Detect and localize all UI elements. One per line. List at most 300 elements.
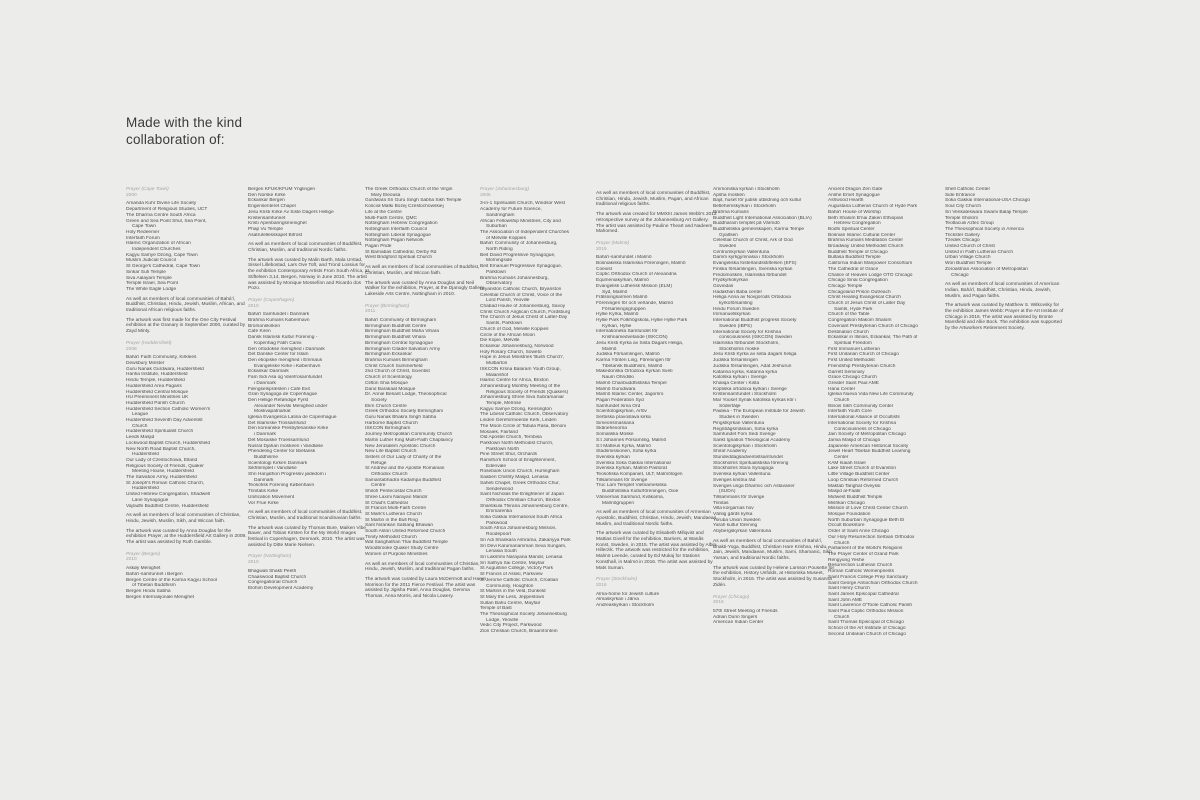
organization-name: School of the Art Institute of Chicago xyxy=(828,626,906,632)
organization-name: Academy for Future Science, xyxy=(480,207,542,213)
organization-name: Buddhist Light International Association (BLIA) xyxy=(713,215,812,221)
organization-name: Urban Village Church xyxy=(945,255,991,261)
organization-continuation: Buddhisme xyxy=(254,454,278,460)
organization-name: Birmingham Eckankar xyxy=(365,352,412,358)
organization-name: Eckankar Johannesburg, Norwood xyxy=(480,343,554,349)
organization-name: Church of Scientology xyxy=(365,375,412,381)
organization-name: Siva Aalayam Temple xyxy=(126,275,172,281)
organization-name: Ammoniska kyrkan i Stockholm xyxy=(713,187,780,192)
organization-name: Vajradhi Buddhist Centre, Huddersfield xyxy=(126,503,209,509)
organization-name: St Chad's Cathedral xyxy=(365,500,408,506)
organization-name: ISKCON Krsna Balaram Youth Group, xyxy=(480,366,561,372)
organization-name: Saint Nicholas the Enlightener of Japan xyxy=(480,492,564,498)
organization-name: First Immanuel Lutheran xyxy=(828,346,880,352)
section-note: The artwork was curated by Anna Douglas for the exhibition Prayer, at the Huddersfield Art Gallery in 2008. The artist was assisted by Ruth Gamble. xyxy=(126,528,247,546)
organization-continuation: Studies in Sweden xyxy=(719,415,759,421)
organization-name: Fængselspræsten i Café Exit xyxy=(248,386,310,392)
organization-name: Unification Movement xyxy=(248,494,295,500)
organization-continuation: Meeting House, Huddersfield xyxy=(132,469,194,475)
organization-name: The Dharma Centre South Africa xyxy=(126,212,196,218)
organization-name: Sveriges unga Dharmic och Astavaner xyxy=(713,483,795,489)
organization-name: Den koreanske Presbyterianske Kirke xyxy=(248,426,329,432)
organization-name: Congregation Makom Shalom xyxy=(828,318,892,324)
organization-continuation: Chicago xyxy=(951,272,969,278)
organization-name: Old Apostel Church, Tembisa xyxy=(480,435,542,441)
organization-name: Pine Street Shul, Orchards xyxy=(480,452,538,458)
organization-continuation: Church xyxy=(132,423,148,429)
organization-name: Birmingham Central Synagogue xyxy=(365,340,433,346)
organization-name: Christ Church Anglican Church, Fordsburg xyxy=(480,309,571,315)
organization-name: Destination Church xyxy=(828,329,869,335)
organization-name: Soka Gakkai International-USA Chicago xyxy=(945,198,1031,204)
organization-name: S:t Matteus Kyrka, Malmö xyxy=(596,443,651,449)
organization-name: Adrian Dunn Singers xyxy=(713,614,758,620)
organization-name: Linden Gereformeerde Kerk, Linden xyxy=(480,418,557,424)
credits-column-8 xyxy=(945,187,1067,334)
section-title: Prayer (Malmö) xyxy=(596,240,630,246)
organization-name: Multi-Faith Centre, QMC xyxy=(365,215,417,221)
section-note: The artwork was curated by Thomas Bure, Maiken Vibe Bauer, and Tobias Kirsten for the My World Images festival in Copenhagen, Denmark, 2010. The artist was assisted by Ditte Marie Nielsen. xyxy=(248,525,366,548)
section-note: As well as members of local communities of American Indian, Bahá'í, Buddhist, Christian, Hindu, Jewish, Muslim, and Pagan faiths. xyxy=(945,282,1060,299)
organization-name: Stockholms Stora Synagoga xyxy=(713,466,774,472)
organization-name: Bosnian Islamic Cultural Center xyxy=(828,232,896,238)
organization-name: Johannesburg Shree Siva Subramaniar xyxy=(480,395,564,401)
organization-name: Immanuelskyrkan xyxy=(713,312,751,318)
organization-name: Apsha moskén xyxy=(713,192,745,198)
organization-name: Holy Rosary Church, Soweto xyxy=(480,349,542,355)
section-note: The artwork was curated by Malin Barth, Mala Urstad, Sissel Lillebostad, Lars Ove Toft, and Trond Lossius for the exhibition Contemporary Artists From South Africa, at Stiftelsen 3,14, Bergen, Norway in June 2010. The artist was assisted by Monique Mossefinn and Ricardo dos Pozo. xyxy=(248,257,369,292)
organization-continuation: Temple, Melrose xyxy=(486,401,522,407)
organization-name: Guru Nanak Gurdwara, Huddersfield xyxy=(126,366,204,372)
organization-continuation: Emmarentia xyxy=(486,509,512,515)
organization-name: Hope in Jesus Ministries 'Bush Church', xyxy=(480,355,565,361)
organization-name: Nottingham Liberal Synagogue xyxy=(365,232,431,238)
organization-name: Fam Sidi Asa og Varefrosamfundet xyxy=(248,375,323,381)
organization-name: Garrett Seminary xyxy=(828,369,865,375)
organization-name: St Mark's Lutheran Church xyxy=(365,511,422,517)
organization-name: Islamiska förbundet Stockholm, xyxy=(713,340,780,346)
organization-name: Trickster Gallery xyxy=(945,232,980,238)
organization-name: Sri Sathya Sai Centre, Mayfair xyxy=(480,560,545,566)
organization-continuation: Kopenhag Fatih Camii xyxy=(254,340,302,346)
organization-name: Elohim Development Academy xyxy=(248,586,314,591)
organization-name: Church of God, Melville Koppies xyxy=(480,326,549,332)
credits-column-7 xyxy=(828,187,950,638)
organization-name: Brorsonskirken xyxy=(248,323,280,329)
section-note: The artwork was curated by Elisabeth Millqvist and Mattias Givell for the exhibition, Barriers, at Wanås Konst, Sweden, in 2015. The artist was assisted by Albin Hillerzik. The artwork was restricted for the exhibition, Malmö Leende, curated by Ed Mukaj for Stations Konsthall, in Malmö in 2016. The artist was assisted by Mats Suman. xyxy=(596,531,717,571)
organization-name: Judiska församlingen xyxy=(713,358,759,364)
organization-name: Svenska Kyrkan, Malmö Pastorat xyxy=(596,466,667,472)
organization-name: Amanda Kuhr Divine Life Society xyxy=(126,201,197,207)
organization-name: Hyllie Kyrka, Malmö xyxy=(596,312,639,318)
organization-name: Lockwood Baptist Church, Huddersfield xyxy=(126,440,210,446)
organization-name: Brahma Kumaris Meditation Center xyxy=(828,238,903,244)
organization-name: Birmingham Buddhist Maha Vihara xyxy=(365,329,440,335)
organization-name: Sinkar Sufi Temple xyxy=(126,269,166,275)
organization-name: Bhagwati Shakti Peeth xyxy=(248,568,297,574)
organization-name: Department of Religious Studies, UCT xyxy=(126,207,208,213)
organization-name: Brahma Kumaris København xyxy=(248,318,310,324)
organization-name: Huddersfield Seventh Day Adventist xyxy=(126,418,203,424)
organization-continuation: Lenasia South xyxy=(486,549,517,555)
organization-name: Den ortodokse menighed i Danmark xyxy=(248,346,325,352)
section-year: 2011 xyxy=(365,309,376,315)
organization-name: Scientologikyrkan i Stockholm xyxy=(713,443,777,449)
organization-name: St Francis Multi-Faith Centre xyxy=(365,506,427,512)
organization-name: The Association of Independent Churches xyxy=(480,229,570,235)
organization-name: The Liberal Catholic Church, Observatory xyxy=(480,412,569,418)
organization-continuation: Sandringham xyxy=(486,212,515,218)
organization-continuation: i Danmark xyxy=(254,380,276,386)
organization-name: Clifton Shia Mosque xyxy=(365,380,408,386)
organization-name: American Indian Center xyxy=(713,620,764,626)
organization-continuation: Buddhistiska Kulturföreningen, Öxie xyxy=(602,489,679,495)
section-title: Prayer (Copenhagen) xyxy=(248,297,295,303)
organization-name: Sri Devi Karumariamman Seva Sungam, xyxy=(480,543,567,549)
organization-name: Shell Catholic Center xyxy=(945,187,991,192)
organization-name: Guru Nanak Bhakra Singh Sabha xyxy=(365,415,437,421)
organization-name: Stadsmissionen, Sofia kyrka xyxy=(596,449,657,455)
organization-name: Mission of Love Christ Center Church xyxy=(828,506,908,512)
organization-name: Shri Hanjathon Progressiv jødedom i xyxy=(248,472,327,478)
organization-name: Midwest Buddhist Temple xyxy=(828,494,883,500)
organization-name: Eckankar in Illinois, Eckankar, The Path of xyxy=(828,335,918,341)
organization-name: Koscioł Matki Bozej Czestochowskiej xyxy=(365,204,444,210)
organization-name: St Joseph's Roman Catholic Church, xyxy=(126,480,205,486)
organization-name: Jesu Kristi Kirke Av Siste Dagers Hellige xyxy=(248,209,334,215)
organization-continuation: Malmögruppen xyxy=(602,500,634,506)
organization-name: Paideia - The European Institute for Jewish xyxy=(713,409,805,415)
section-note: The artwork was curated by Anna Douglas and Neil Walker for the exhibition, Prayer, at the Djanogly Gallery, Lakeside Arts Centre, Nottingham in 2010. xyxy=(365,280,485,297)
organization-name: New Jerusalem Apostolic Church xyxy=(365,443,436,449)
organization-name: Journey Metropolitan Community Church xyxy=(365,432,453,438)
section-note: The artwork was curated by Matthew S. Witkovsky for the exhibition James Webb: Prayer at the Art Institute of Chicago in 2016. The artist was assisted by Bronte Mansfield and Allie Bock. The exhibition was supported by the Artworkers Retirement Society. xyxy=(945,303,1064,332)
organization-continuation: Centre xyxy=(371,483,386,489)
organization-name: United in Faith Lutheran Church xyxy=(945,249,1013,255)
section-note: As well as members of local communities of Buddhist, Christian, Muslim, and traditional Scandinavian faiths. xyxy=(248,510,363,521)
organization-name: African Fellowship Ministries, City and xyxy=(480,218,561,224)
organization-name: Coexist xyxy=(596,266,612,272)
organization-name: Mishkan Chicago xyxy=(828,500,865,506)
organization-name: Trinitatis Kirke xyxy=(248,489,279,495)
organization-name: St Augustine College, Victory Park xyxy=(480,566,553,572)
organization-name: Scientologikyrkan, Arlöv xyxy=(596,409,647,415)
organization-name: Shiloh Pentecostal Church xyxy=(365,489,422,495)
organization-name: Bahá'í Community of Johannesburg, xyxy=(480,241,558,247)
organization-name: Women of Purpose Ministries xyxy=(365,551,428,557)
organization-name: Hyllie Park Folkhögskola, Hyllie Hyllie Park xyxy=(596,318,688,324)
organization-name: Villa korgarnas hov xyxy=(713,506,754,512)
organization-name: St Martin in the Bull Ring xyxy=(365,517,418,523)
organization-name: Huddersfield Area Pagans xyxy=(126,383,182,389)
organization-continuation: consciousness (ISKCON) Sweden xyxy=(719,335,793,341)
organization-name: The White Eagle Lodge xyxy=(126,286,177,292)
organization-name: Bosniakiska Islamiska Föreningen, Malmö xyxy=(596,261,686,267)
organization-name: Huddersfield Parish Church xyxy=(126,400,185,406)
organization-continuation: Mary Eleousa xyxy=(371,192,401,198)
organization-name: Chicago Sinai Congregation xyxy=(828,278,888,284)
organization-name: Kristensamfundet i Stockholm xyxy=(713,392,777,398)
organization-name: Rengyung Yeshe xyxy=(828,557,865,563)
section-title: Prayer (Huddersfield) xyxy=(126,340,172,346)
organization-name: Phendeling Center for tibetansk xyxy=(248,449,316,455)
organization-name: St Francis of Assisi, Parkview xyxy=(480,572,543,578)
organization-name: HU Preeminent Ministries UK xyxy=(126,395,189,401)
organization-name: Katolska kyrkan i Sverige xyxy=(713,375,767,381)
organization-name: Nusrat Djahan moskeen i Vandløse xyxy=(248,443,324,449)
organization-name: Somaliska Moske xyxy=(596,432,634,438)
organization-name: 57th Street Meeting of Friends xyxy=(713,608,778,614)
organization-name: Die Kopie, Melville xyxy=(480,338,520,344)
organization-continuation: Malmö xyxy=(602,346,617,352)
organization-name: Loop Christian Reformed Church xyxy=(828,477,899,483)
credits-column-1 xyxy=(126,187,248,600)
organization-name: Bahá'í House of Worship xyxy=(828,209,881,215)
organization-continuation: Morningside xyxy=(486,258,513,264)
organization-name: Shiraf Academy xyxy=(713,449,747,455)
organization-name: North Suburban Synagogue Beth El xyxy=(828,517,905,523)
section-title: Prayer (Stockholm) xyxy=(596,577,638,583)
section-year: 2010 xyxy=(248,303,259,309)
organization-name: United Hebrew Congregation, Shadwell xyxy=(126,492,210,498)
section-note: As well as members of local communities of Bahá'í, Buddhist, Christian, Hindu, Jewish, Muslim, African, and traditional African religious faiths. xyxy=(126,296,245,314)
organization-name: Svenska kyrkan Vallentuna xyxy=(713,472,771,478)
organization-name: 2nd Church of Christ, Scientist xyxy=(365,369,430,375)
organization-name: Tillsammans för Sverige xyxy=(596,477,648,483)
organization-name: Fredomoskén, Islamiska förbundet xyxy=(713,272,787,278)
organization-name: Pagan Federation Syd xyxy=(596,397,644,403)
organization-name: Det Danske Center for Islam xyxy=(248,352,309,358)
organization-name: Order of Saint Anne Chicago xyxy=(828,529,890,535)
organization-name: Soul City Church xyxy=(945,204,981,210)
organization-name: Roman Catholic Womenpriests xyxy=(828,569,895,575)
organization-name: Samfundet Isma Ord xyxy=(596,403,641,409)
organization-name: Pagan Pride xyxy=(365,244,392,250)
organization-name: Mosque Foundation xyxy=(828,512,871,518)
organization-name: Grace Chicago Church xyxy=(828,375,877,381)
organization-name: Café Kiren xyxy=(248,329,271,335)
organization-name: The Salvation Army, Huddersfield xyxy=(126,475,197,481)
organization-name: Circle of the African Moon xyxy=(480,332,535,338)
organization-name: Greek Orthodox Society Birmingham xyxy=(365,409,444,415)
organization-name: Bryanston Catholic Church, Bryanston xyxy=(480,286,562,292)
organization-continuation: Södertälje xyxy=(719,403,741,409)
organization-name: Karma Yönten Ling, Föreningen för xyxy=(596,357,671,363)
section-note: As well as members of local communities of Buddhist, Christian, Muslim, and Wiccan faith. xyxy=(365,265,480,276)
organization-name: The Moon Circle of Tabula Rasa, Benoni xyxy=(480,423,567,429)
organization-name: Church of the Table xyxy=(828,312,870,318)
organization-name: Saint George Antiochian Orthodox Church xyxy=(828,580,918,586)
organization-name: Brahma Kumaris Johannesburg, xyxy=(480,275,549,281)
organization-name: Interfaith Forum xyxy=(126,235,160,241)
organization-name: Gran Synagoga de Copenhague xyxy=(248,392,318,398)
organization-name: Tillsammans för Sverige xyxy=(713,494,765,500)
organization-name: Parktown North Methodist Church, xyxy=(480,440,554,446)
organization-continuation: Church xyxy=(834,398,850,404)
organization-name: Sri Venkateswara Swami Balaji Temple xyxy=(945,209,1028,215)
organization-continuation: Saints, Hyde Park xyxy=(834,306,873,312)
organization-continuation: Huddersfield xyxy=(132,486,159,492)
section-year: 2016 xyxy=(596,583,607,588)
organization-name: Makedonska Ortodoxa Kyrkan Sveti xyxy=(596,369,673,375)
organization-name: Our Holy Resurrection Serbian Orthodox xyxy=(828,534,915,540)
organization-name: Simeonsmassana xyxy=(596,420,635,426)
organization-name: Heliga Anna av Novgorods Ortodoxa xyxy=(713,295,791,301)
organization-continuation: kyrkoförsamling xyxy=(719,301,753,307)
organization-name: Govindas xyxy=(713,283,734,289)
organization-name: Ashwood Hearth xyxy=(828,198,864,204)
organization-name: Kagyu Samye Dzong, Kensington xyxy=(480,406,552,412)
organization-name: Teosofiska Kompaniet, ULT, Malmölogen xyxy=(596,472,683,478)
organization-name: Soka Gakkai International South Africa xyxy=(480,515,563,521)
organization-continuation: Religious Society of Friends (Quakers) xyxy=(486,389,569,395)
organization-continuation: Saints, Parktown xyxy=(486,321,522,327)
organization-name: Rosebank Union Church, Hurlingham xyxy=(480,469,560,475)
organization-name: Iglesia Evangelica Latina de Copenhague xyxy=(248,415,337,421)
organization-name: Muslim Judicial Council xyxy=(126,258,176,264)
organization-name: St Barnabas Cathedral, Derby Rd xyxy=(365,249,437,255)
organization-name: Judiska församlingen, Adat Jeshurun xyxy=(713,363,792,369)
organization-name: Buddhistiska gemenskapen, Karma Tempe xyxy=(713,226,805,232)
organization-continuation: Huddersfield xyxy=(132,452,159,458)
section-title: Prayer (Cape Town) xyxy=(126,187,169,192)
organization-name: Tzedek Chicago xyxy=(945,238,980,244)
organization-continuation: Evangeliske Kirke i København xyxy=(254,363,321,369)
organization-continuation: Alexander Nevski Menighed under xyxy=(254,403,328,409)
organization-name: Det Islamiske Trossamfund xyxy=(248,420,306,426)
organization-name: Celestial Church of Christ, Voice of the xyxy=(480,292,563,298)
section-year: 2016 xyxy=(713,600,724,606)
organization-name: Congregational Church xyxy=(248,580,298,586)
organization-name: Celestial Church of Christ, Ark of God xyxy=(713,238,793,244)
organization-name: Saheti Chapel, Greek Orthodox Chur, xyxy=(480,480,560,486)
organization-name: West Bridgford Spiritual Church xyxy=(365,255,433,261)
organization-name: Kagyu Samye Dzong, Cape Town xyxy=(126,252,198,258)
organization-name: Khaliqa Center i Kista xyxy=(713,380,760,386)
organization-name: Islamic Centre for Africa, Brixton xyxy=(480,378,549,384)
organization-name: Jesu Kristi Kyrka av Sista Dagars Heliga, xyxy=(596,340,684,346)
organization-continuation: Spiritual Freedom xyxy=(834,340,872,346)
organization-name: Saint John AME xyxy=(828,597,863,603)
organization-name: Chalice of Heaven Lodge OTO Chicago xyxy=(828,272,913,278)
organization-continuation: North Riding xyxy=(486,247,513,253)
credits-column-2 xyxy=(248,187,370,592)
organization-continuation: Parktown North xyxy=(486,446,520,452)
organization-name: Sri Adi Shankara Ashrama, Zakariyya Park xyxy=(480,537,571,543)
organization-continuation: Stockholms moské xyxy=(719,346,760,352)
organization-continuation: Mulbarton xyxy=(486,361,508,367)
organization-name: Coptic Orthodox Church of Alexandria xyxy=(596,272,677,278)
organization-name: Bergen KFUK/KFUM Ynglingen xyxy=(248,187,316,192)
organization-name: Internationella Samfundet för xyxy=(596,329,658,335)
section-title: Prayer (Chicago) xyxy=(713,594,750,600)
organization-name: Dansk Islamisk Kultur Forening - xyxy=(248,335,318,341)
organization-continuation: Cape Town xyxy=(132,224,156,230)
organization-name: Chicago Temple xyxy=(828,283,863,289)
organization-name: Andreaskyrkan i Stockholm xyxy=(596,603,655,609)
organization-name: Vänlig gärds kyrka xyxy=(713,512,753,518)
section-year: 2015 xyxy=(596,246,607,252)
organization-continuation: of Melville Koppies xyxy=(486,235,526,241)
organization-name: Sankt Ignatios Theological Academy xyxy=(713,437,791,443)
organization-continuation: Hebrew Congregation xyxy=(834,221,881,227)
organization-name: Koptiska ortodoxa kyrkan i Sverige xyxy=(713,386,787,392)
organization-continuation: Orthodox Christian Church, Brixton xyxy=(486,497,561,503)
organization-name: Chicagoland Prison Outreach xyxy=(828,289,891,295)
organization-name: St Martins in the Veld, Dunkeld xyxy=(480,589,546,595)
organization-name: First United Methodist xyxy=(828,358,875,364)
organization-name: Bodhi Spiritual Center xyxy=(828,226,875,232)
organization-name: Betlehemskyrkan i Stockholm xyxy=(713,204,776,210)
organization-name: Japanese American Historical Society xyxy=(828,443,909,449)
organization-name: The Church of Jesus Christ of Latter-Day xyxy=(480,315,568,321)
heading-line-1: Made with the kind xyxy=(126,115,243,130)
heading-line-2: collaboration of: xyxy=(126,132,225,147)
organization-name: Temple of Bast xyxy=(480,606,512,612)
organization-name: Stundeddagsadventistsamfundet xyxy=(713,455,783,461)
organization-continuation: Naum Ohridski xyxy=(602,375,634,381)
organization-name: Frydkyrkokyrkan xyxy=(713,278,749,284)
organization-name: Woodbrooke Quaker Study Centre xyxy=(365,546,439,552)
organization-name: Wat Sanghathan Thai Buddhist Temple xyxy=(365,540,448,546)
organization-name: South Africa Johannesburg Mission, xyxy=(480,526,557,532)
section-title: Prayer (Birmingham) xyxy=(365,303,410,309)
organization-name: Bajit, huset för judisk utbildning och kultur xyxy=(713,198,802,204)
credits-column-5 xyxy=(596,187,718,609)
organization-name: Phap Vu Temple xyxy=(248,226,283,232)
organization-name: Saint Henry Church xyxy=(828,586,870,592)
organization-continuation: Tibetansk Buddhism, Malmö xyxy=(602,363,663,369)
organization-name: The Cathedral of Grace xyxy=(828,266,879,272)
credits-column-4 xyxy=(480,187,602,635)
organization-name: Finska församlingen, Svenska kyrkan xyxy=(713,266,793,272)
section-title: Prayer (Nottingham) xyxy=(248,554,292,560)
organization-name: Eckankar Danmark xyxy=(248,369,289,375)
organization-name: Frälsningsarmen Malmö xyxy=(596,295,648,301)
organization-name: Saint Francis College Prep Sanctuary xyxy=(828,574,908,580)
organization-name: Jain Society of Metropolitan Chicago xyxy=(828,432,906,438)
organization-name: Bahá'í Samfundet i Danmark xyxy=(248,312,310,318)
organization-name: Covenant Presbyterian Church of Chicago xyxy=(828,323,918,329)
organization-name: Bultasa Buddhist Temple xyxy=(828,255,881,261)
organization-name: Hana Center xyxy=(828,386,856,392)
organization-name: International Alliance of Occultists xyxy=(828,415,900,421)
organization-continuation: Gyaltsen xyxy=(719,232,738,238)
organization-name: Brahma Kumaris Birmingham xyxy=(365,357,428,363)
section-year: 2005 xyxy=(480,192,491,198)
organization-name: Eckankar Bergen xyxy=(248,198,285,204)
organization-name: Nottingham Interfaith Council xyxy=(365,226,427,232)
organization-name: Jamia Masjid of Chicago xyxy=(828,437,881,443)
organization-name: Birmingham Citadel Salvation Army xyxy=(365,346,441,352)
section-title: Prayer (Johannesburg) xyxy=(480,187,530,192)
organization-name: KAM Isaiah Israel xyxy=(828,460,866,466)
organization-name: Yoruba Union Sweden xyxy=(713,517,761,523)
organization-continuation: Orthodox Church xyxy=(371,472,408,478)
organization-name: Chaaswood Baptist Church xyxy=(248,574,307,580)
organization-name: Buddharam templet på Värmdö xyxy=(713,221,780,227)
organization-name: Saint Lawrence O'Toole Catholic Parish xyxy=(828,603,913,609)
organization-name: Samantabhadra Kadampa Buddhist xyxy=(365,477,442,483)
organization-name: Bergen Centre of the Karma Kagyu School xyxy=(126,577,217,583)
organization-name: California Indian Manpower Consortium xyxy=(828,261,913,267)
organization-name: Åsatrufellesskapet Bifrost xyxy=(248,232,303,238)
organization-name: Parliament of the World's Religions xyxy=(828,546,903,552)
organization-name: Life at the Centre xyxy=(365,209,402,215)
organization-continuation: Lane Synagogue xyxy=(132,497,169,503)
organization-continuation: Center xyxy=(834,455,849,461)
organization-name: St Jerome Catholic Church, Croatian xyxy=(480,577,559,583)
